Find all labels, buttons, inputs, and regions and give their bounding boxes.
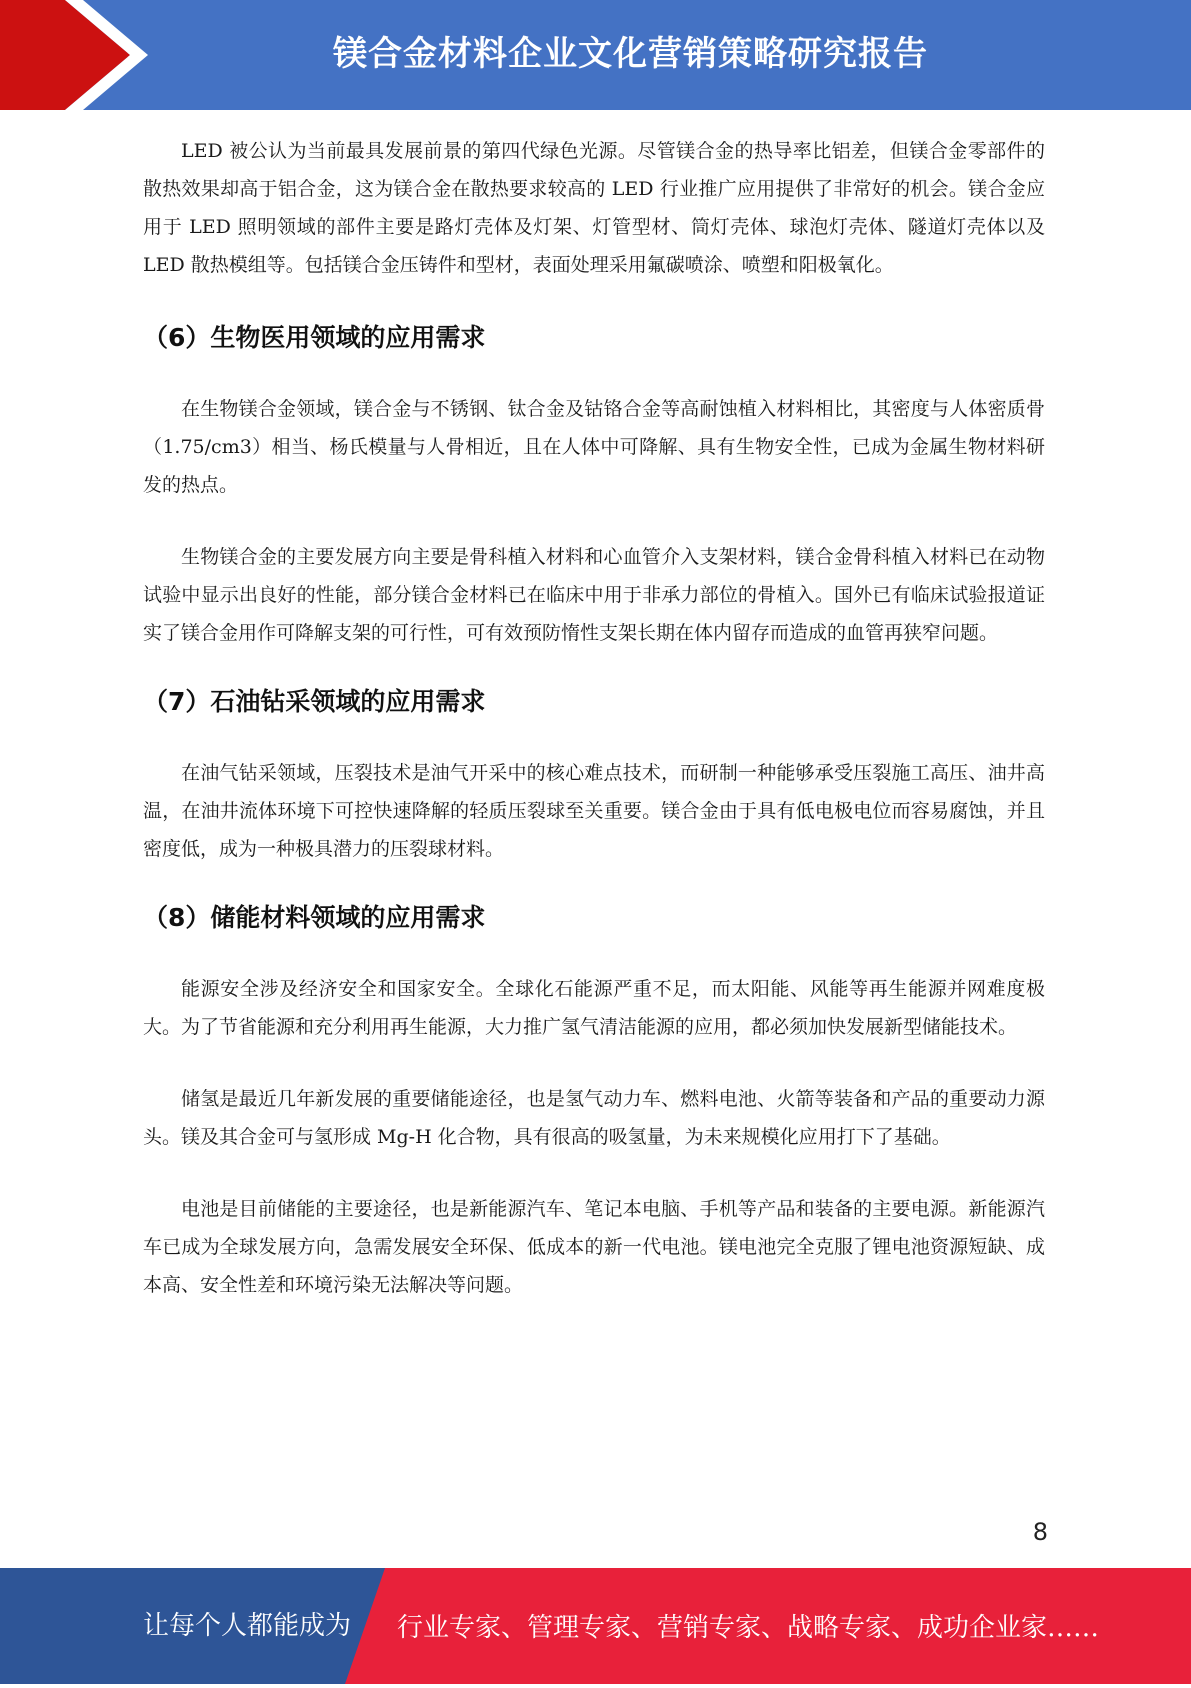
paragraph-bio-direction: 生物镁合金的主要发展方向主要是骨科植入材料和心血管介入支架材料，镁合金骨科植入材料已在动物试验中显示出良好的性能，部分镁合金材料已在临床中用于非承力部位的骨植入。国外已有临床试验报道证实了镁合金用作可降解支架的可行性，可有效预防惰性支架长期在体内留存而造成的血管再狭窄问题。 [143, 546, 1045, 644]
paragraph-batteries: 电池是目前储能的主要途径，也是新能源汽车、笔记本电脑、手机等产品和装备的主要电源。新能源汽车已成为全球发展方向，急需发展安全环保、低成本的新一代电池。镁电池完全克服了锂电池资源短缺、成本高、安全性差和环境污染无法解决等问题。 [143, 1198, 1045, 1296]
footer-slogan-left: 让每个人都能成为 [143, 1611, 352, 1641]
report-title: 镁合金材料企业文化营销策略研究报告 [333, 34, 928, 74]
footer-slogan-right: 行业专家、管理专家、营销专家、战略专家、成功企业家…… [397, 1613, 1100, 1643]
page-header [0, 0, 1191, 110]
page-content [143, 132, 1045, 1304]
page-footer [0, 1568, 1191, 1684]
paragraph-fracturing: 在油气钻采领域，压裂技术是油气开采中的核心难点技术，而研制一种能够承受压裂施工高压、油井高温，在油井流体环境下可控快速降解的轻质压裂球至关重要。镁合金由于具有低电极电位而容易腐蚀，并且密度低，成为一种极具潜力的压裂球材料。 [143, 762, 1045, 860]
page-number: 8 [1032, 1518, 1048, 1546]
paragraph-energy-security: 能源安全涉及经济安全和国家安全。全球化石能源严重不足，而太阳能、风能等再生能源并网难度极大。为了节省能源和充分利用再生能源，大力推广氢气清洁能源的应用，都必须加快发展新型储能技术。 [143, 978, 1045, 1038]
paragraph-bio-magnesium: 在生物镁合金领域，镁合金与不锈钢、钛合金及钴铬合金等高耐蚀植入材料相比，其密度与人体密质骨（1.75/cm3）相当、杨氏模量与人骨相近，且在人体中可降解、具有生物安全性，已成为金属生物材料研发的热点。 [143, 398, 1045, 496]
section-heading-biomedical: （6）生物医用领域的应用需求 [143, 323, 486, 352]
section-heading-energy-storage: （8）储能材料领域的应用需求 [143, 903, 486, 932]
paragraph-hydrogen-storage: 储氢是最近几年新发展的重要储能途径，也是氢气动力车、燃料电池、火箭等装备和产品的重要动力源头。镁及其合金可与氢形成 Mg-H 化合物，具有很高的吸氢量，为未来规模化应用打下了基础。 [143, 1088, 1045, 1148]
section-heading-oil-drilling: （7）石油钻采领域的应用需求 [143, 687, 486, 716]
paragraph-led: LED 被公认为当前最具发展前景的第四代绿色光源。尽管镁合金的热导率比铝差，但镁合金零部件的散热效果却高于铝合金，这为镁合金在散热要求较高的 LED 行业推广应用提供了非常好的机会。镁合金应用于 LED 照明领域的部件主要是路灯壳体及灯架、灯管型材、筒灯壳体、球泡灯壳体、隧道灯壳体以及 LED 散热模组等。包括镁合金压铸件和型材，表面处理采用氟碳喷涂、喷塑和阳极氧化。 [143, 140, 1045, 276]
